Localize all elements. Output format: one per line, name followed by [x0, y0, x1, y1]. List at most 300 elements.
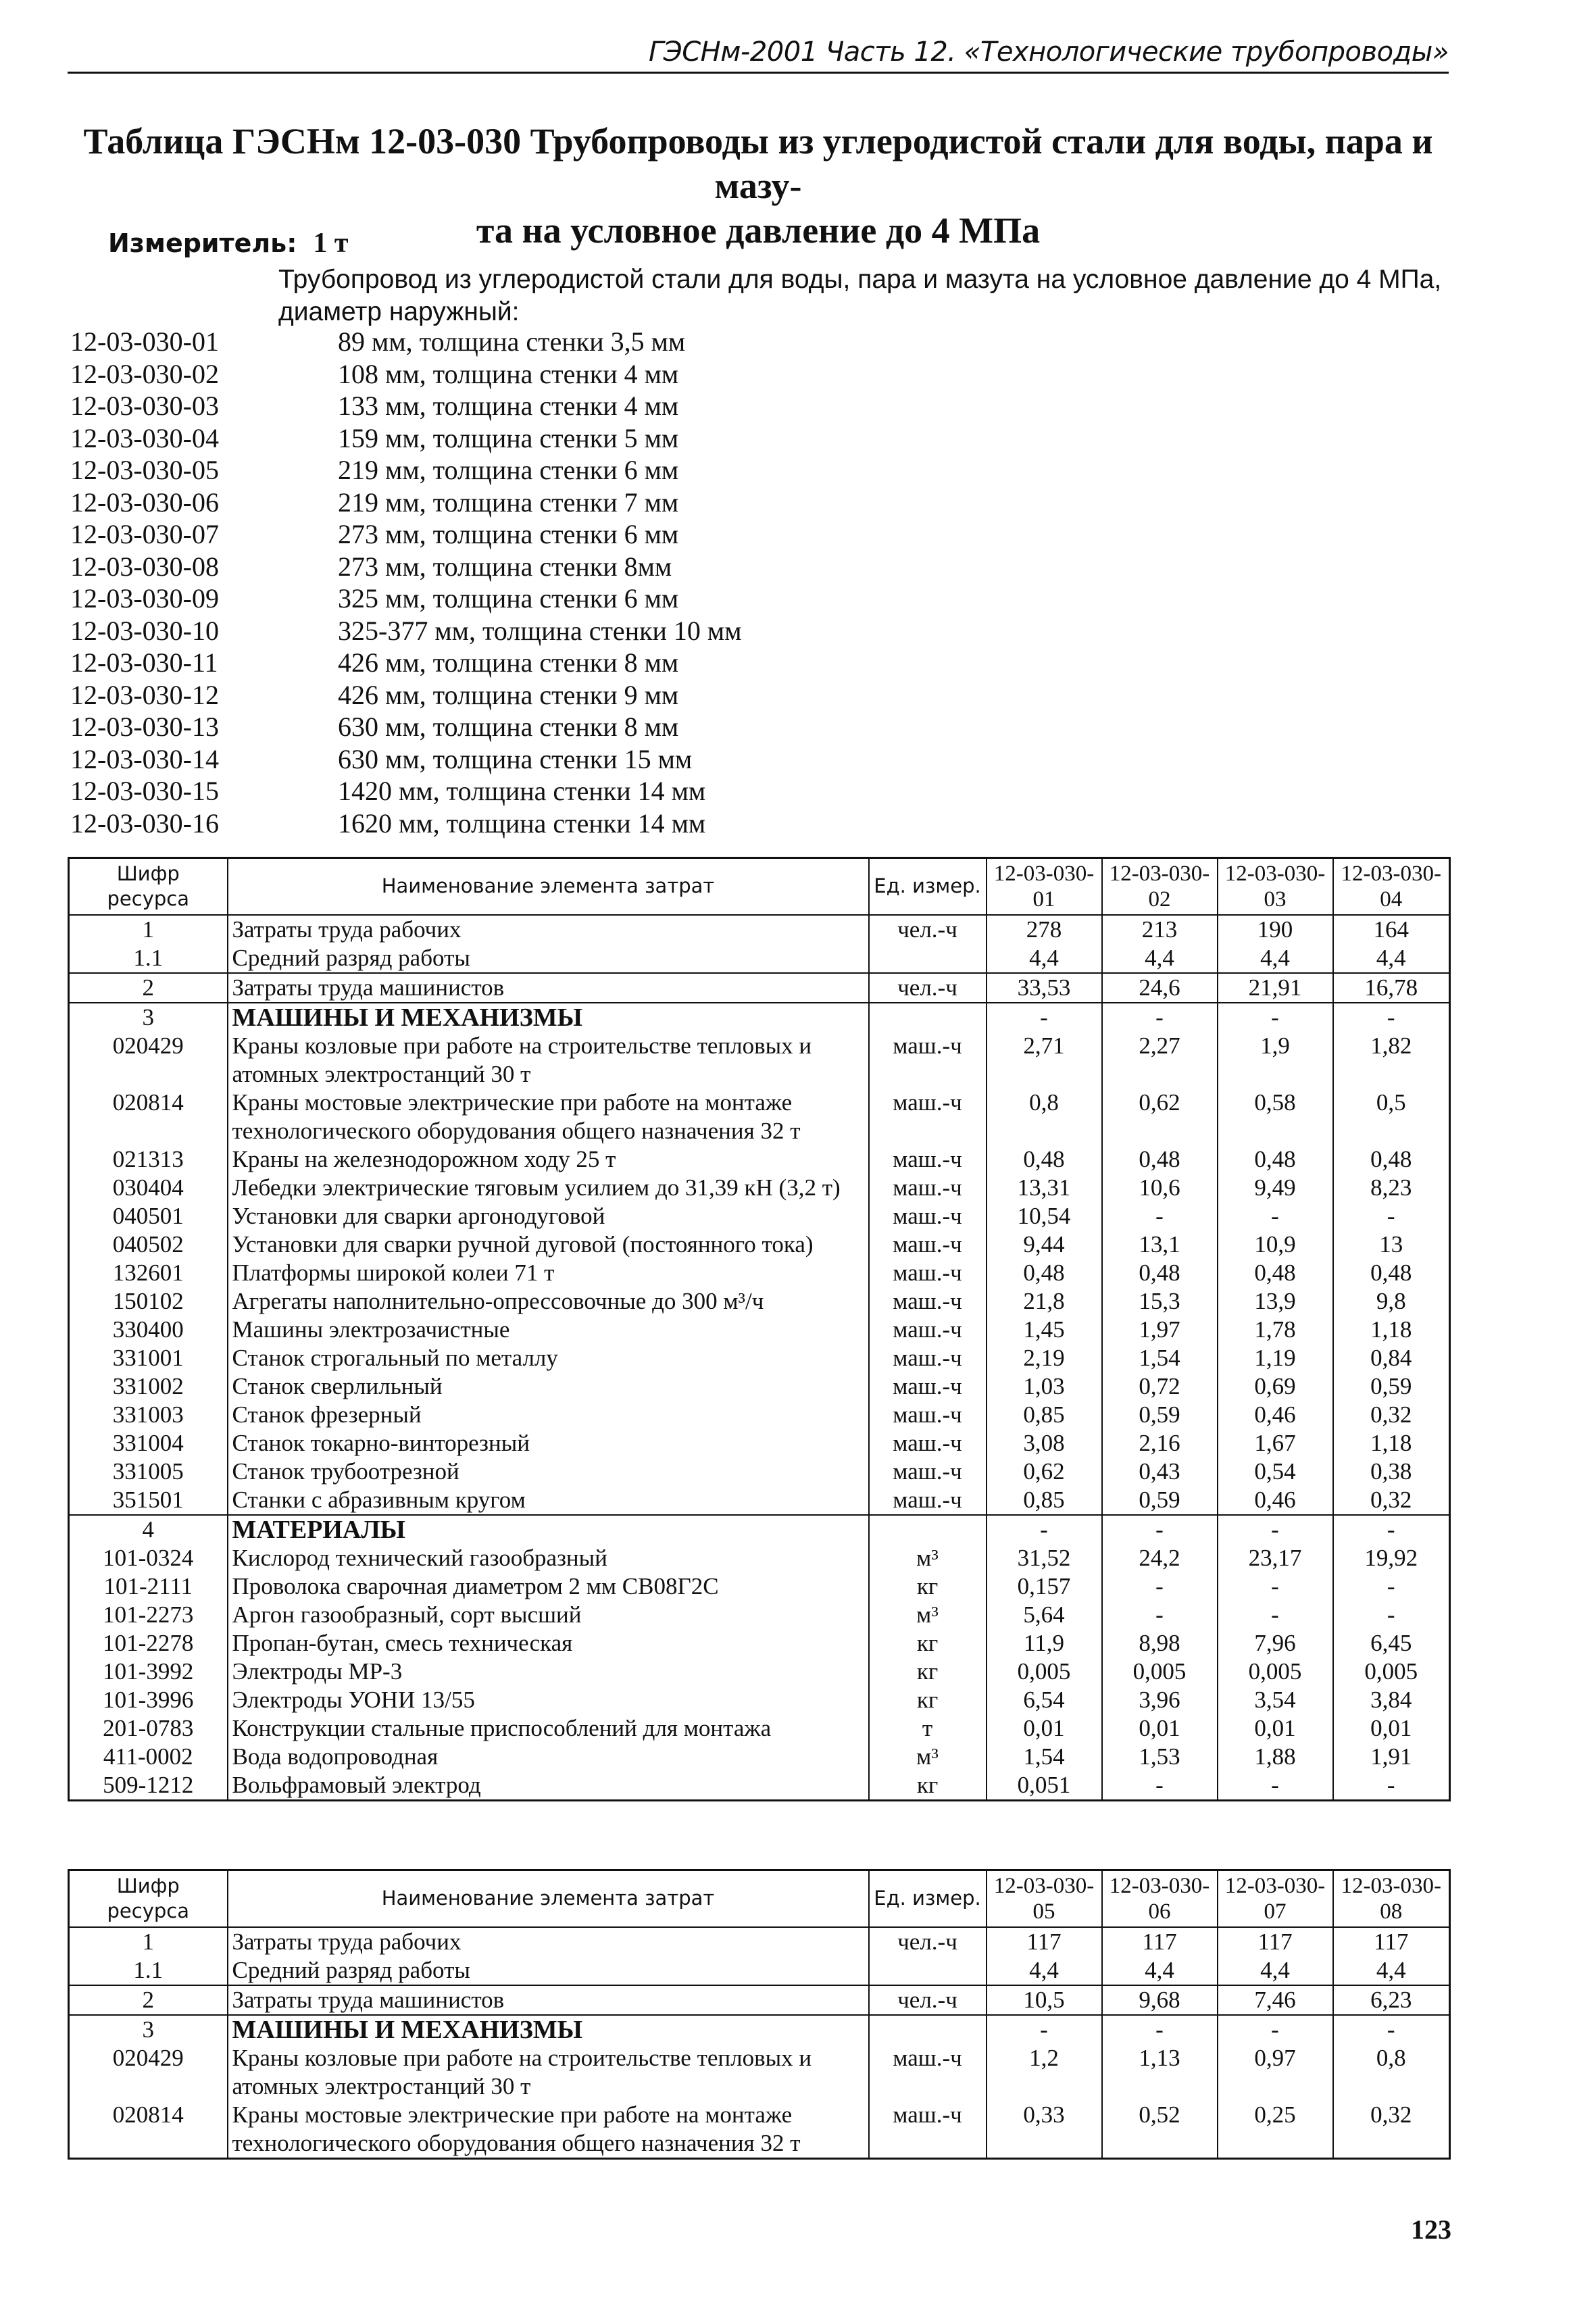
norm-value: 278 [987, 915, 1102, 944]
norm-value: 6,45 [1333, 1629, 1450, 1658]
norm-value: - [1102, 1572, 1218, 1601]
norm-value: - [1102, 1771, 1218, 1801]
norm-value: 0,25 [1218, 2101, 1333, 2159]
norm-value: 13 [1333, 1230, 1450, 1259]
resource-code: 411-0002 [69, 1743, 228, 1771]
unit-of-measure: маш.-ч [869, 2101, 987, 2159]
table-row [69, 1601, 1450, 1629]
norm-value: 10,6 [1102, 1174, 1218, 1202]
table-row [69, 1145, 1450, 1174]
header-cost-element: Наименование элемента затрат [228, 858, 869, 915]
norm-value: 8,23 [1333, 1174, 1450, 1202]
table-row [69, 1401, 1450, 1429]
resource-code: 020429 [69, 2044, 228, 2101]
norm-value: 1,91 [1333, 1743, 1450, 1771]
norm-value: 0,01 [1102, 1714, 1218, 1743]
norm-value: 1,82 [1333, 1032, 1450, 1089]
cost-element-name: МАШИНЫ И МЕХАНИЗМЫ [228, 1003, 869, 1032]
norm-value: 5,64 [987, 1601, 1102, 1629]
norm-code-description: 89 мм, толщина стенки 3,5 мм [338, 326, 686, 357]
code-list-item [70, 390, 742, 422]
resource-code: 040502 [69, 1230, 228, 1259]
cost-element-name: Платформы широкой колеи 71 т [228, 1259, 869, 1287]
measure-label: Измеритель: [108, 228, 297, 258]
norm-value: 15,3 [1102, 1287, 1218, 1316]
resource-code: 101-0324 [69, 1544, 228, 1572]
norm-code-description: 133 мм, толщина стенки 4 мм [338, 391, 679, 421]
unit-of-measure: маш.-ч [869, 1344, 987, 1372]
cost-element-name: Затраты труда машинистов [228, 973, 869, 1003]
work-description [278, 264, 1468, 328]
unit-of-measure: маш.-ч [869, 1259, 987, 1287]
norm-value: 0,59 [1333, 1372, 1450, 1401]
table-row [69, 1372, 1450, 1401]
cost-element-name: Затраты труда рабочих [228, 915, 869, 944]
norm-value: 31,52 [987, 1544, 1102, 1572]
norm-value: - [1102, 2015, 1218, 2044]
description-line-2: диаметр наружный: [278, 297, 520, 326]
table-row [69, 1985, 1450, 2015]
norm-value: - [987, 1515, 1102, 1544]
cost-element-name: МАТЕРИАЛЫ [228, 1515, 869, 1544]
norm-value: - [1218, 1003, 1333, 1032]
cost-element-name: Кислород технический газообразный [228, 1544, 869, 1572]
header-norm-column: 12-03-030-08 [1333, 1870, 1450, 1927]
unit-of-measure: кг [869, 1658, 987, 1686]
unit-of-measure: маш.-ч [869, 1316, 987, 1344]
norm-value: 4,4 [987, 944, 1102, 973]
norm-value: 0,48 [1102, 1259, 1218, 1287]
norm-value: 0,59 [1102, 1486, 1218, 1515]
norm-code: 12-03-030-03 [70, 391, 219, 421]
table-row [69, 1771, 1450, 1801]
resource-code: 020814 [69, 1089, 228, 1145]
norm-value: - [1218, 1771, 1333, 1801]
norm-code: 12-03-030-06 [70, 487, 219, 518]
cost-element-name: Станок строгальный по металлу [228, 1344, 869, 1372]
cost-element-name: Краны на железнодорожном ходу 25 т [228, 1145, 869, 1174]
unit-of-measure: маш.-ч [869, 1372, 987, 1401]
resource-code: 030404 [69, 1174, 228, 1202]
description-line-1: Трубопровод из углеродистой стали для воды, пара и мазута на условное давление до 4 МПа, [278, 265, 1442, 294]
unit-of-measure: маш.-ч [869, 1458, 987, 1486]
norm-code-description: 426 мм, толщина стенки 9 мм [338, 679, 679, 710]
norm-value: - [1102, 1515, 1218, 1544]
table-section-row [69, 1515, 1450, 1544]
measure-value: 1 т [313, 228, 349, 259]
code-list-item [70, 615, 742, 647]
resource-code: 040501 [69, 1202, 228, 1230]
norm-value: 2,27 [1102, 1032, 1218, 1089]
norm-code-list [70, 326, 742, 839]
norm-value: 0,59 [1102, 1401, 1218, 1429]
resource-code: 101-2111 [69, 1572, 228, 1601]
resource-code: 132601 [69, 1259, 228, 1287]
norm-value: 1,53 [1102, 1743, 1218, 1771]
norm-value: 13,1 [1102, 1230, 1218, 1259]
norm-value: 0,5 [1333, 1089, 1450, 1145]
table-section-row [69, 2015, 1450, 2044]
cost-element-name: Средний разряд работы [228, 944, 869, 973]
cost-element-name: Краны козловые при работе на строительстве тепловых и атомных электростанций 30 т [228, 1032, 869, 1089]
cost-element-name: Машины электрозачистные [228, 1316, 869, 1344]
norm-value: 0,32 [1333, 1486, 1450, 1515]
unit-of-measure: кг [869, 1629, 987, 1658]
norm-value: 13,31 [987, 1174, 1102, 1202]
header-norm-column: 12-03-030-02 [1102, 858, 1218, 915]
norm-value: - [1333, 1202, 1450, 1230]
norm-value: - [1218, 1572, 1333, 1601]
resource-code: 351501 [69, 1486, 228, 1515]
resource-code: 101-2278 [69, 1629, 228, 1658]
norm-value: 0,48 [987, 1259, 1102, 1287]
resource-code: 020814 [69, 2101, 228, 2159]
norm-value: 19,92 [1333, 1544, 1450, 1572]
norm-value: 4,4 [1218, 1956, 1333, 1985]
norm-value: 0,85 [987, 1486, 1102, 1515]
table-title-line-2: та на условное давление до 4 МПа [476, 210, 1041, 251]
norm-value: 0,62 [1102, 1089, 1218, 1145]
resource-code: 1.1 [69, 944, 228, 973]
norm-value: 0,005 [1333, 1658, 1450, 1686]
cost-element-name: Станок трубоотрезной [228, 1458, 869, 1486]
norm-code: 12-03-030-12 [70, 679, 219, 710]
resource-code: 4 [69, 1515, 228, 1544]
norm-value: 1,54 [987, 1743, 1102, 1771]
norm-value: 0,46 [1218, 1401, 1333, 1429]
norm-value: 117 [987, 1927, 1102, 1956]
unit-of-measure: м³ [869, 1544, 987, 1572]
norm-value: - [1218, 1202, 1333, 1230]
norm-value: 9,8 [1333, 1287, 1450, 1316]
norm-value: 0,48 [1333, 1259, 1450, 1287]
cost-element-name: Конструкции стальные приспособлений для монтажа [228, 1714, 869, 1743]
unit-of-measure [869, 2015, 987, 2044]
norm-code: 12-03-030-02 [70, 358, 219, 389]
resource-code: 331004 [69, 1429, 228, 1458]
norm-value: 3,84 [1333, 1686, 1450, 1714]
norm-value: 1,97 [1102, 1316, 1218, 1344]
table-row [69, 1344, 1450, 1372]
header-norm-column: 12-03-030-07 [1218, 1870, 1333, 1927]
header-norm-column: 12-03-030-06 [1102, 1870, 1218, 1927]
header-resource-code: Шифр ресурса [69, 858, 228, 915]
table-row [69, 1658, 1450, 1686]
resource-code: 509-1212 [69, 1771, 228, 1801]
unit-of-measure: чел.-ч [869, 1927, 987, 1956]
norm-value: - [1218, 2015, 1333, 2044]
norm-value: 0,72 [1102, 1372, 1218, 1401]
unit-of-measure: чел.-ч [869, 915, 987, 944]
norm-value: 7,96 [1218, 1629, 1333, 1658]
norm-value: 10,54 [987, 1202, 1102, 1230]
table-row [69, 915, 1450, 944]
norm-value: 2,71 [987, 1032, 1102, 1089]
norm-value: 3,54 [1218, 1686, 1333, 1714]
norm-value: 0,46 [1218, 1486, 1333, 1515]
norm-value: 11,9 [987, 1629, 1102, 1658]
norm-value: 1,18 [1333, 1429, 1450, 1458]
norm-value: 0,01 [1333, 1714, 1450, 1743]
cost-element-name: Электроды УОНИ 13/55 [228, 1686, 869, 1714]
header-cost-element: Наименование элемента затрат [228, 1870, 869, 1927]
norm-value: 0,69 [1218, 1372, 1333, 1401]
cost-element-name: Краны козловые при работе на строительстве тепловых и атомных электростанций 30 т [228, 2044, 869, 2101]
norm-code-description: 630 мм, толщина стенки 15 мм [338, 743, 693, 774]
norm-code-description: 1420 мм, толщина стенки 14 мм [338, 776, 706, 806]
cost-element-name: Краны мостовые электрические при работе на монтаже технологического оборудования общего назначения 32 т [228, 2101, 869, 2159]
resource-code: 331005 [69, 1458, 228, 1486]
cost-element-name: Краны мостовые электрические при работе на монтаже технологического оборудования общего назначения 32 т [228, 1089, 869, 1145]
norm-value: 0,85 [987, 1401, 1102, 1429]
header-norm-column: 12-03-030-03 [1218, 858, 1333, 915]
table-row [69, 1316, 1450, 1344]
resource-table-1 [68, 857, 1451, 1801]
cost-element-name: Станок сверлильный [228, 1372, 869, 1401]
norm-value: - [1333, 1572, 1450, 1601]
norm-value: 0,051 [987, 1771, 1102, 1801]
norm-value: 1,18 [1333, 1316, 1450, 1344]
header-unit: Ед. измер. [869, 1870, 987, 1927]
norm-value: 0,01 [987, 1714, 1102, 1743]
cost-element-name: Станки с абразивным кругом [228, 1486, 869, 1515]
norm-value: 4,4 [1102, 944, 1218, 973]
header-unit: Ед. измер. [869, 858, 987, 915]
code-list-item [70, 711, 742, 743]
unit-of-measure: маш.-ч [869, 1174, 987, 1202]
unit-of-measure: маш.-ч [869, 1145, 987, 1174]
norm-value: 10,5 [987, 1985, 1102, 2015]
code-list-item [70, 326, 742, 358]
norm-value: 0,8 [987, 1089, 1102, 1145]
norm-value: 0,38 [1333, 1458, 1450, 1486]
norm-code-description: 325-377 мм, толщина стенки 10 мм [338, 615, 742, 646]
table-row [69, 1686, 1450, 1714]
norm-code: 12-03-030-13 [70, 712, 219, 742]
norm-value: 9,44 [987, 1230, 1102, 1259]
unit-of-measure: маш.-ч [869, 1486, 987, 1515]
norm-value: 1,88 [1218, 1743, 1333, 1771]
cost-element-name: Станок токарно-винторезный [228, 1429, 869, 1458]
table-row [69, 1714, 1450, 1743]
cost-element-name: Станок фрезерный [228, 1401, 869, 1429]
table-row [69, 1259, 1450, 1287]
header-resource-code: Шифр ресурса [69, 1870, 228, 1927]
code-list-item [70, 647, 742, 679]
norm-value: 3,08 [987, 1429, 1102, 1458]
table-row [69, 1089, 1450, 1145]
table-row [69, 1629, 1450, 1658]
measure-unit [108, 227, 349, 259]
cost-element-name: Вода водопроводная [228, 1743, 869, 1771]
code-list-item [70, 679, 742, 712]
norm-value: 21,91 [1218, 973, 1333, 1003]
resource-code: 020429 [69, 1032, 228, 1089]
unit-of-measure: кг [869, 1572, 987, 1601]
norm-value: 1,54 [1102, 1344, 1218, 1372]
norm-value: 9,49 [1218, 1174, 1333, 1202]
norm-value: 0,58 [1218, 1089, 1333, 1145]
norm-value: 4,4 [1333, 944, 1450, 973]
cost-element-name: Электроды МР-3 [228, 1658, 869, 1686]
resource-code: 101-3996 [69, 1686, 228, 1714]
norm-value: - [1218, 1515, 1333, 1544]
cost-element-name: Агрегаты наполнительно-опрессовочные до 300 м³/ч [228, 1287, 869, 1316]
norm-code-description: 219 мм, толщина стенки 6 мм [338, 455, 679, 485]
resource-code: 331002 [69, 1372, 228, 1401]
norm-value: 1,19 [1218, 1344, 1333, 1372]
code-list-item [70, 487, 742, 519]
norm-value: 0,48 [987, 1145, 1102, 1174]
norm-value: 24,2 [1102, 1544, 1218, 1572]
norm-code: 12-03-030-08 [70, 551, 219, 582]
norm-value: 24,6 [1102, 973, 1218, 1003]
unit-of-measure: маш.-ч [869, 1032, 987, 1089]
code-list-item [70, 454, 742, 487]
norm-code-description: 630 мм, толщина стенки 8 мм [338, 712, 679, 742]
norm-code: 12-03-030-15 [70, 776, 219, 806]
table-1-body [69, 915, 1450, 1801]
norm-value: 0,33 [987, 2101, 1102, 2159]
unit-of-measure: маш.-ч [869, 2044, 987, 2101]
norm-value: 0,48 [1218, 1145, 1333, 1174]
unit-of-measure: маш.-ч [869, 1287, 987, 1316]
unit-of-measure [869, 1956, 987, 1985]
table-row [69, 1486, 1450, 1515]
norm-value: 6,23 [1333, 1985, 1450, 2015]
table-row [69, 1174, 1450, 1202]
norm-value: - [1102, 1003, 1218, 1032]
unit-of-measure [869, 944, 987, 973]
norm-code-description: 159 мм, толщина стенки 5 мм [338, 422, 679, 453]
table-row [69, 1544, 1450, 1572]
resource-code: 021313 [69, 1145, 228, 1174]
table-row [69, 973, 1450, 1003]
unit-of-measure: маш.-ч [869, 1089, 987, 1145]
norm-value: 2,19 [987, 1344, 1102, 1372]
norm-value: 0,005 [987, 1658, 1102, 1686]
norm-value: 0,62 [987, 1458, 1102, 1486]
norm-value: 1,9 [1218, 1032, 1333, 1089]
norm-value: - [1333, 1003, 1450, 1032]
norm-value: 4,4 [1102, 1956, 1218, 1985]
resource-table-2 [68, 1869, 1451, 2160]
norm-value: 0,32 [1333, 2101, 1450, 2159]
norm-value: 0,52 [1102, 2101, 1218, 2159]
table-row [69, 1458, 1450, 1486]
code-list-item [70, 551, 742, 583]
code-list-item [70, 518, 742, 551]
norm-value: 0,005 [1218, 1658, 1333, 1686]
norm-value: 0,48 [1333, 1145, 1450, 1174]
norm-code: 12-03-030-04 [70, 422, 219, 453]
unit-of-measure: чел.-ч [869, 973, 987, 1003]
cost-element-name: Средний разряд работы [228, 1956, 869, 1985]
unit-of-measure: м³ [869, 1601, 987, 1629]
norm-code: 12-03-030-11 [70, 647, 218, 678]
norm-value: - [987, 1003, 1102, 1032]
norm-value: 1,45 [987, 1316, 1102, 1344]
norm-value: 1,2 [987, 2044, 1102, 2101]
norm-code-description: 273 мм, толщина стенки 8мм [338, 551, 672, 582]
norm-value: 0,84 [1333, 1344, 1450, 1372]
table-row [69, 944, 1450, 973]
resource-code: 101-3992 [69, 1658, 228, 1686]
cost-element-name: Установки для сварки ручной дуговой (постоянного тока) [228, 1230, 869, 1259]
norm-value: 8,98 [1102, 1629, 1218, 1658]
resource-code: 1.1 [69, 1956, 228, 1985]
norm-value: 23,17 [1218, 1544, 1333, 1572]
norm-value: 6,54 [987, 1686, 1102, 1714]
table-row [69, 1287, 1450, 1316]
resource-code: 1 [69, 1927, 228, 1956]
norm-value: 164 [1333, 915, 1450, 944]
norm-code-description: 1620 мм, толщина стенки 14 мм [338, 807, 706, 839]
cost-element-name: Затраты труда машинистов [228, 1985, 869, 2015]
unit-of-measure: т [869, 1714, 987, 1743]
norm-value: 0,01 [1218, 1714, 1333, 1743]
table-row [69, 1927, 1450, 1956]
norm-value: 0,48 [1102, 1145, 1218, 1174]
code-list-item [70, 422, 742, 455]
norm-value: 1,13 [1102, 2044, 1218, 2101]
norm-code: 12-03-030-09 [70, 583, 219, 614]
norm-code-description: 325 мм, толщина стенки 6 мм [338, 583, 679, 614]
norm-code-description: 219 мм, толщина стенки 7 мм [338, 487, 679, 518]
resource-code: 150102 [69, 1287, 228, 1316]
table-row [69, 1230, 1450, 1259]
norm-value: 0,157 [987, 1572, 1102, 1601]
norm-value: 1,67 [1218, 1429, 1333, 1458]
norm-value: 10,9 [1218, 1230, 1333, 1259]
table-title-line-1: Таблица ГЭСНм 12-03-030 Трубопроводы из углеродистой стали для воды, пара и мазу- [83, 121, 1433, 206]
norm-value: 190 [1218, 915, 1333, 944]
resource-code: 330400 [69, 1316, 228, 1344]
resource-code: 1 [69, 915, 228, 944]
norm-value: 117 [1333, 1927, 1450, 1956]
unit-of-measure [869, 1515, 987, 1544]
norm-value: - [987, 2015, 1102, 2044]
norm-value: 13,9 [1218, 1287, 1333, 1316]
table-row [69, 1572, 1450, 1601]
norm-value: 1,03 [987, 1372, 1102, 1401]
norm-value: - [1333, 1771, 1450, 1801]
norm-code-description: 273 мм, толщина стенки 6 мм [338, 519, 679, 549]
unit-of-measure [869, 1003, 987, 1032]
table-row [69, 1202, 1450, 1230]
code-list-item [70, 358, 742, 391]
norm-value: 33,53 [987, 973, 1102, 1003]
resource-code: 2 [69, 1985, 228, 2015]
header-norm-column: 12-03-030-05 [987, 1870, 1102, 1927]
cost-element-name: Затраты труда рабочих [228, 1927, 869, 1956]
cost-element-name: Вольфрамовый электрод [228, 1771, 869, 1801]
table-row [69, 1429, 1450, 1458]
norm-value: 4,4 [1333, 1956, 1450, 1985]
header-norm-column: 12-03-030-01 [987, 858, 1102, 915]
unit-of-measure: маш.-ч [869, 1230, 987, 1259]
cost-element-name: МАШИНЫ И МЕХАНИЗМЫ [228, 2015, 869, 2044]
resource-code: 101-2273 [69, 1601, 228, 1629]
norm-value: 2,16 [1102, 1429, 1218, 1458]
table-row [69, 1743, 1450, 1771]
resource-code: 2 [69, 973, 228, 1003]
norm-code: 12-03-030-07 [70, 519, 219, 549]
norm-value: 0,43 [1102, 1458, 1218, 1486]
code-list-item [70, 743, 742, 776]
code-list-item [70, 807, 742, 840]
norm-value: 117 [1218, 1927, 1333, 1956]
